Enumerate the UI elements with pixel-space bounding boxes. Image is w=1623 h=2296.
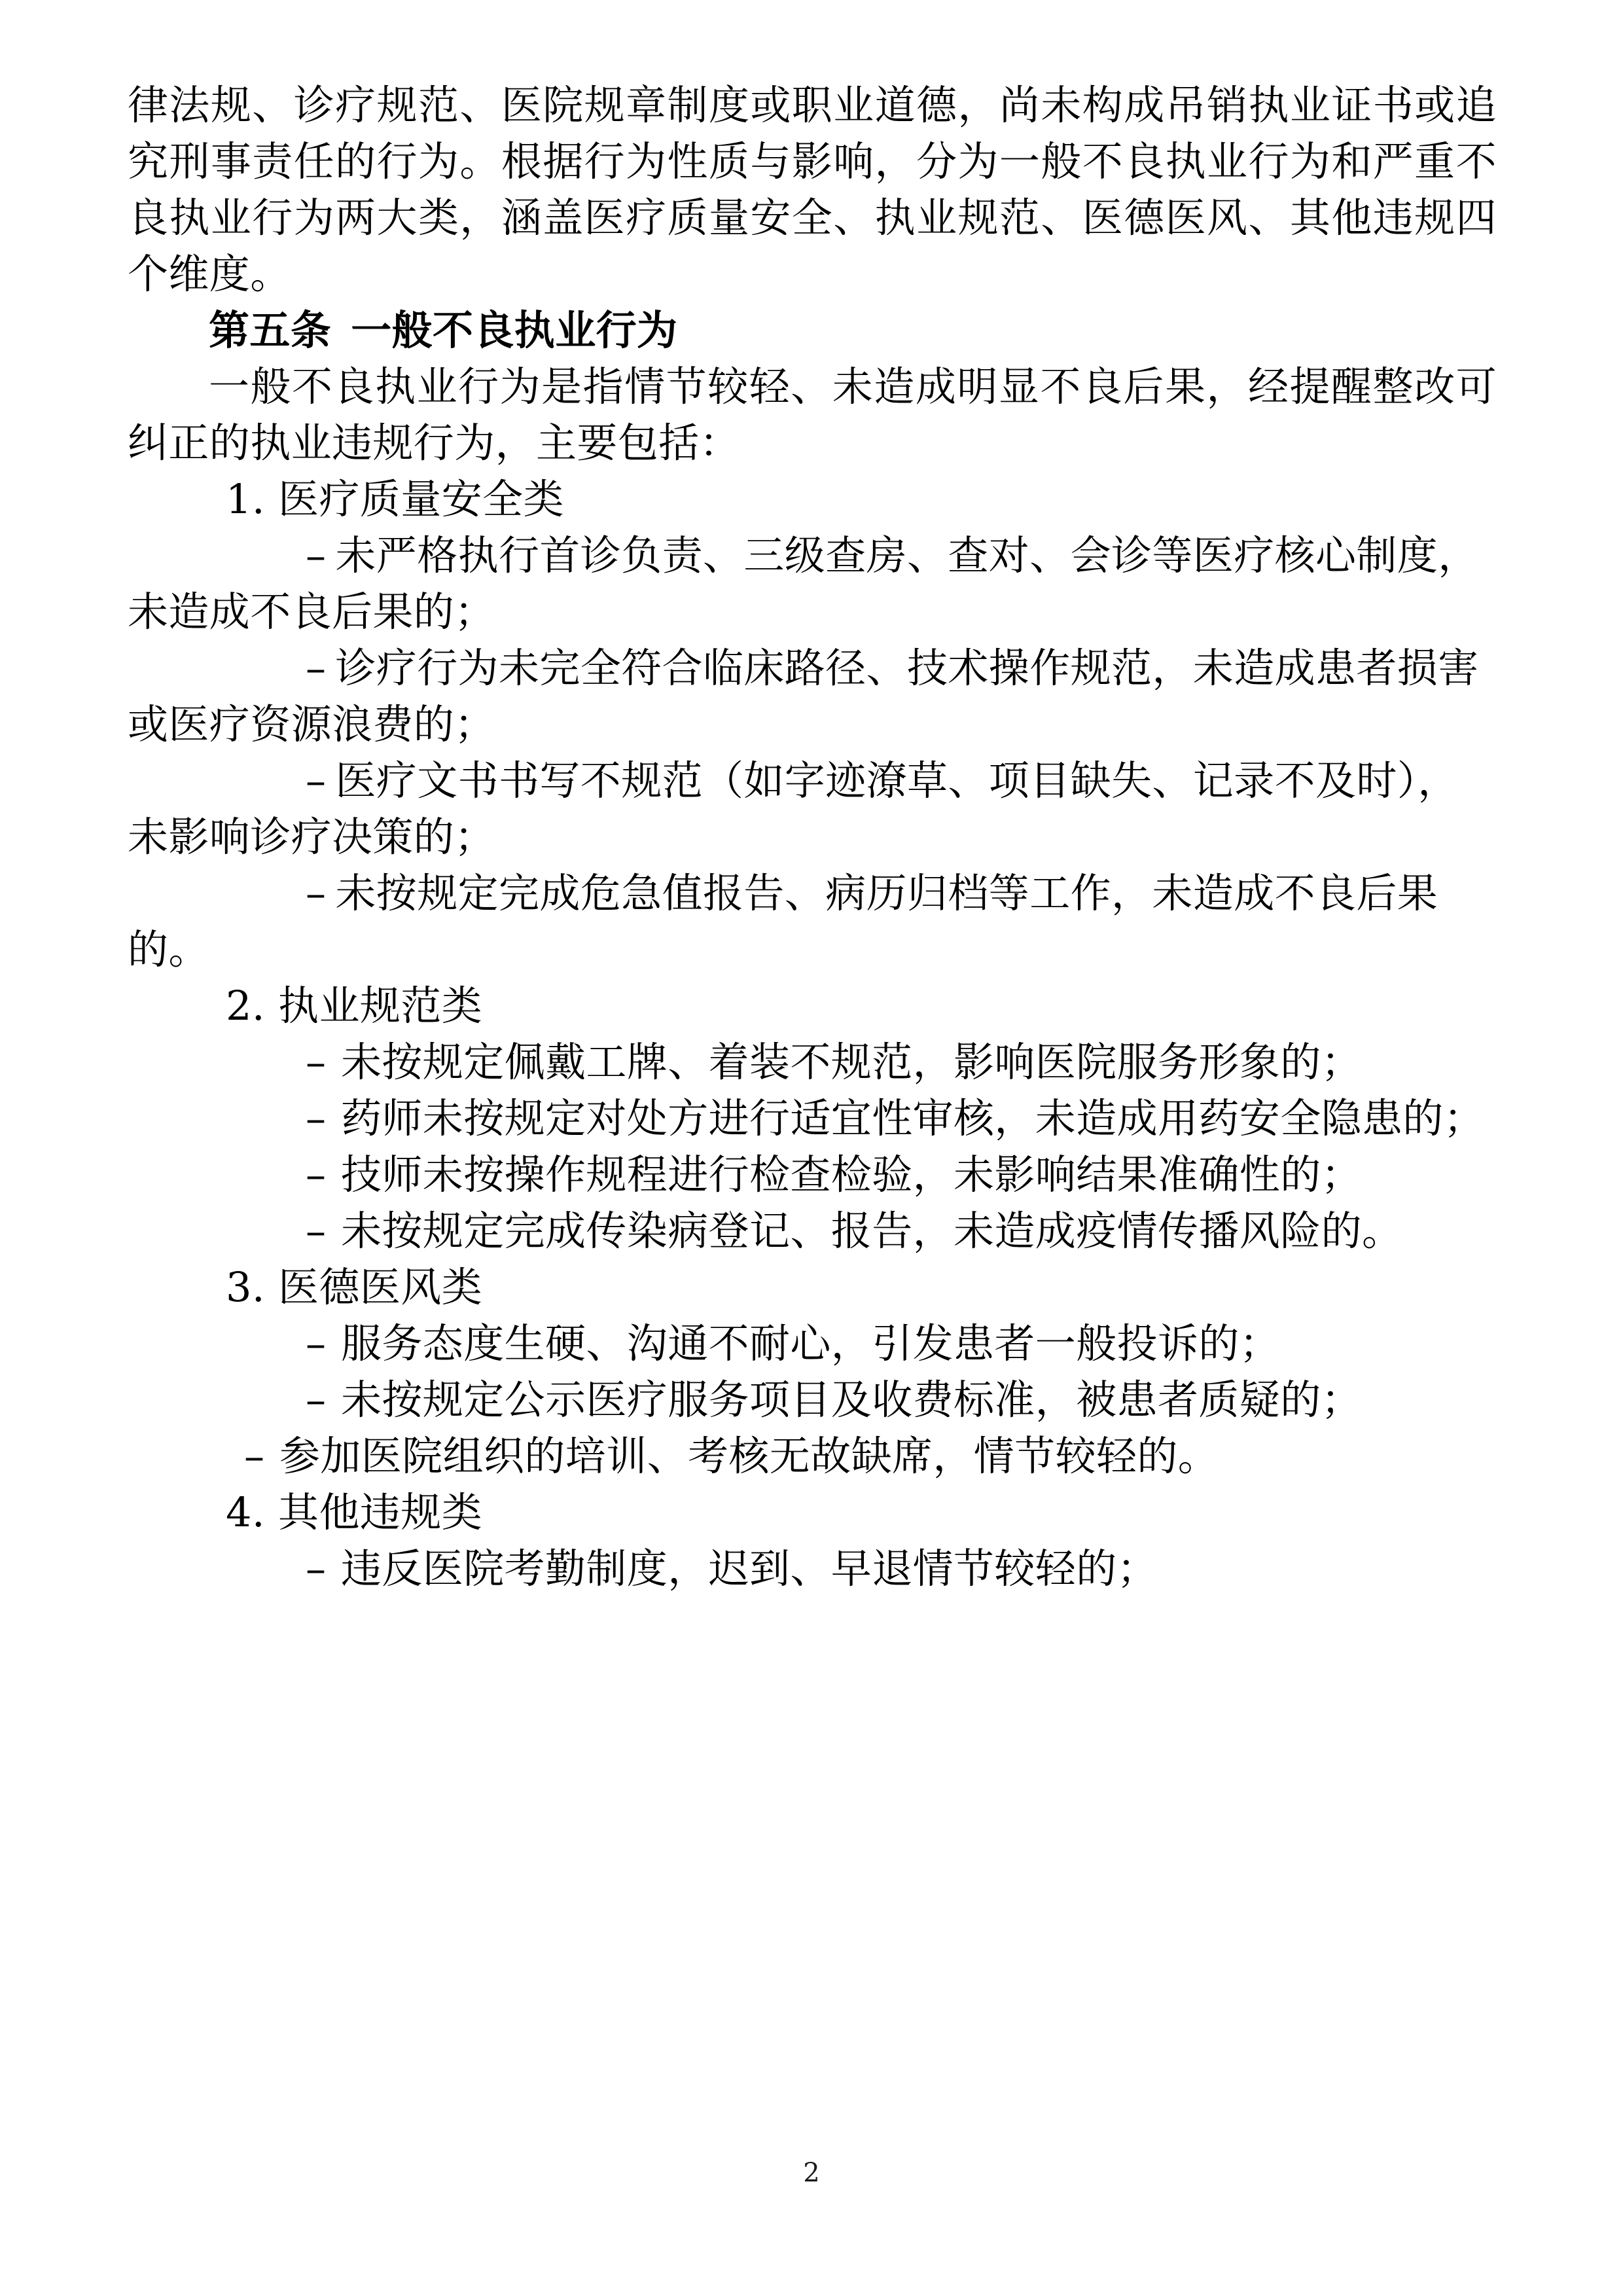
dash-bullet-icon: –	[306, 531, 327, 579]
list-item-text: 医疗文书书写不规范（如字迹潦草、项目缺失、记录不及时），未影响诊疗决策的；	[128, 757, 1459, 861]
dash-bullet-icon: –	[306, 757, 327, 804]
list-item	[128, 640, 1497, 753]
dash-bullet-icon: –	[306, 1319, 327, 1367]
dash-bullet-icon: –	[306, 1545, 327, 1592]
dash-bullet-icon: –	[306, 869, 327, 917]
list-item-text: 未按规定完成传染病登记、报告，未造成疫情传播风险的。	[341, 1207, 1403, 1255]
category-label-1: 1. 医疗质量安全类	[226, 475, 564, 523]
dash-bullet-icon: –	[306, 1207, 327, 1255]
list-item	[128, 1372, 1497, 1428]
list-item-text: 未按规定公示医疗服务项目及收费标准，被患者质疑的；	[341, 1376, 1363, 1424]
list-item-text: 服务态度生硬、沟通不耐心，引发患者一般投诉的；	[341, 1319, 1281, 1367]
list-item	[128, 865, 1497, 978]
article-title: 一般不良执业行为	[351, 306, 678, 354]
category-label-3: 3. 医德医风类	[226, 1263, 483, 1311]
article-number: 第五条	[209, 306, 332, 354]
list-item	[128, 1316, 1497, 1372]
list-item	[128, 753, 1497, 865]
list-item-text: 未按规定佩戴工牌、着装不规范，影响医院服务形象的；	[341, 1038, 1363, 1086]
list-item-text: 技师未按操作规程进行检查检验，未影响结果准确性的；	[341, 1151, 1363, 1198]
list-item-text: 未严格执行首诊负责、三级查房、查对、会诊等医疗核心制度，未造成不良后果的；	[128, 531, 1479, 636]
list-item	[128, 1147, 1497, 1203]
list-item	[128, 1090, 1497, 1147]
article-intro-paragraph: 一般不良执业行为是指情节较轻、未造成明显不良后果，经提醒整改可纠正的执业违规行为，主要包括：	[128, 363, 1497, 467]
list-item	[128, 1428, 1497, 1484]
dash-bullet-icon: –	[306, 1094, 327, 1142]
list-item	[128, 1034, 1497, 1090]
dash-bullet-icon: –	[306, 1151, 327, 1198]
page-content	[128, 77, 1497, 1597]
list-item-text: 违反医院考勤制度，迟到、早退情节较轻的；	[341, 1545, 1158, 1592]
article-heading	[128, 302, 1497, 359]
list-item-text: 参加医院组织的培训、考核无故缺席，情节较轻的。	[279, 1432, 1219, 1480]
list-item-text: 未按规定完成危急值报告、病历归档等工作，未造成不良后果的。	[128, 869, 1438, 973]
page-number: 2	[803, 2158, 820, 2188]
dash-bullet-icon: –	[306, 644, 327, 692]
list-item	[128, 528, 1497, 640]
category-label-2: 2. 执业规范类	[226, 982, 483, 1030]
dash-bullet-icon: –	[244, 1432, 265, 1480]
list-item-text: 药师未按规定对处方进行适宜性审核，未造成用药安全隐患的；	[341, 1094, 1485, 1142]
list-item	[128, 1541, 1497, 1597]
dash-bullet-icon: –	[306, 1038, 327, 1086]
dash-bullet-icon: –	[306, 1376, 327, 1424]
list-item	[128, 1203, 1497, 1259]
category-label-4: 4. 其他违规类	[226, 1488, 483, 1536]
list-item-text: 诊疗行为未完全符合临床路径、技术操作规范，未造成患者损害或医疗资源浪费的；	[128, 644, 1479, 748]
continuation-paragraph: 律法规、诊疗规范、医院规章制度或职业道德，尚未构成吊销执业证书或追究刑事责任的行为。根据行为性质与影响，分为一般不良执业行为和严重不良执业行为两大类，涵盖医疗质量安全、执业规范、医德医风、其他违规四个维度。	[128, 81, 1497, 298]
